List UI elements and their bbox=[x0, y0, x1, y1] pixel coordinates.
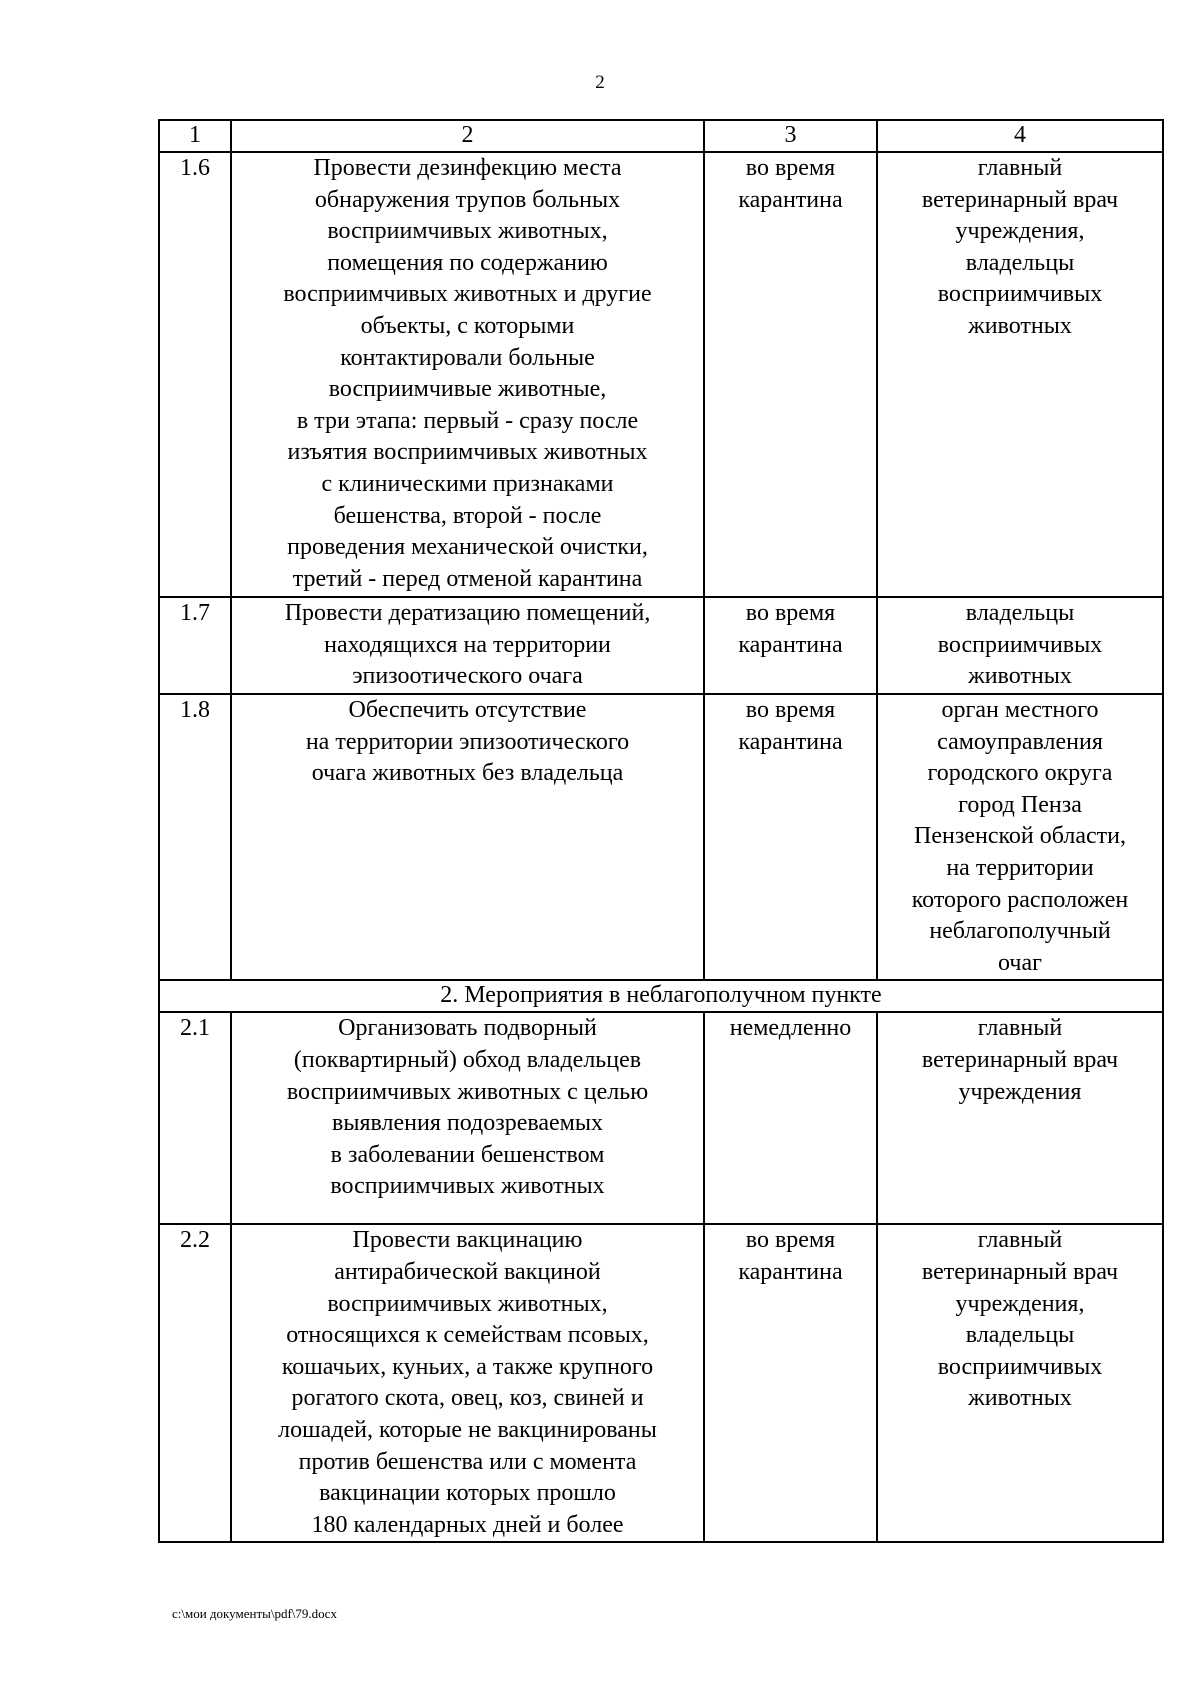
section-title: 2. Мероприятия в неблагополучном пункте bbox=[159, 980, 1163, 1012]
row-responsible: владельцы восприимчивых животных bbox=[877, 597, 1163, 694]
row-number: 1.7 bbox=[159, 597, 231, 694]
row-term: во время карантина bbox=[704, 152, 877, 597]
row-responsible: главный ветеринарный врач учреждения bbox=[877, 1012, 1163, 1224]
table-row bbox=[159, 1012, 1163, 1224]
row-responsible: главный ветеринарный врач учреждения, владельцы восприимчивых животных bbox=[877, 152, 1163, 597]
row-action: Провести вакцинацию антирабической вакциной восприимчивых животных, относящихся к семействам псовых, кошачьих, куньих, а также крупного рогатого скота, овец, коз, свиней и лошадей, которые не вакцинированы против бешенства или с момента вакцинации которых прошло 180 календарных дней и более bbox=[231, 1224, 704, 1542]
column-header-4: 4 bbox=[877, 120, 1163, 152]
table-row bbox=[159, 152, 1163, 597]
row-responsible: орган местного самоуправления городского округа город Пенза Пензенской области, на территории которого расположен неблагополучный очаг bbox=[877, 694, 1163, 980]
table-row bbox=[159, 597, 1163, 694]
column-header-3: 3 bbox=[704, 120, 877, 152]
section-row bbox=[159, 980, 1163, 1012]
table-header-row bbox=[159, 120, 1163, 152]
column-header-1: 1 bbox=[159, 120, 231, 152]
row-term: во время карантина bbox=[704, 694, 877, 980]
row-action: Организовать подворный (поквартирный) обход владельцев восприимчивых животных с целью выявления подозреваемых в заболевании бешенством восприимчивых животных bbox=[231, 1012, 704, 1224]
row-number: 1.6 bbox=[159, 152, 231, 597]
row-action: Провести дератизацию помещений, находящихся на территории эпизоотического очага bbox=[231, 597, 704, 694]
row-action: Обеспечить отсутствие на территории эпизоотического очага животных без владельца bbox=[231, 694, 704, 980]
row-number: 2.2 bbox=[159, 1224, 231, 1542]
row-term: немедленно bbox=[704, 1012, 877, 1224]
table-row bbox=[159, 1224, 1163, 1542]
measures-table bbox=[158, 119, 1164, 1543]
row-number: 2.1 bbox=[159, 1012, 231, 1224]
row-number: 1.8 bbox=[159, 694, 231, 980]
column-header-2: 2 bbox=[231, 120, 704, 152]
footer-file-path: c:\мои документы\pdf\79.docx bbox=[172, 1606, 337, 1621]
row-action: Провести дезинфекцию места обнаружения трупов больных восприимчивых животных, помещения по содержанию восприимчивых животных и другие объекты, с которыми контактировали больные восприимчивые животные, в три этапа: первый - сразу после изъятия восприимчивых животных с клиническими признаками бешенства, второй - после проведения механической очистки, третий - перед отменой карантина bbox=[231, 152, 704, 597]
table-row bbox=[159, 694, 1163, 980]
row-term: во время карантина bbox=[704, 597, 877, 694]
row-responsible: главный ветеринарный врач учреждения, владельцы восприимчивых животных bbox=[877, 1224, 1163, 1542]
page-number: 2 bbox=[595, 72, 605, 93]
row-term: во время карантина bbox=[704, 1224, 877, 1542]
